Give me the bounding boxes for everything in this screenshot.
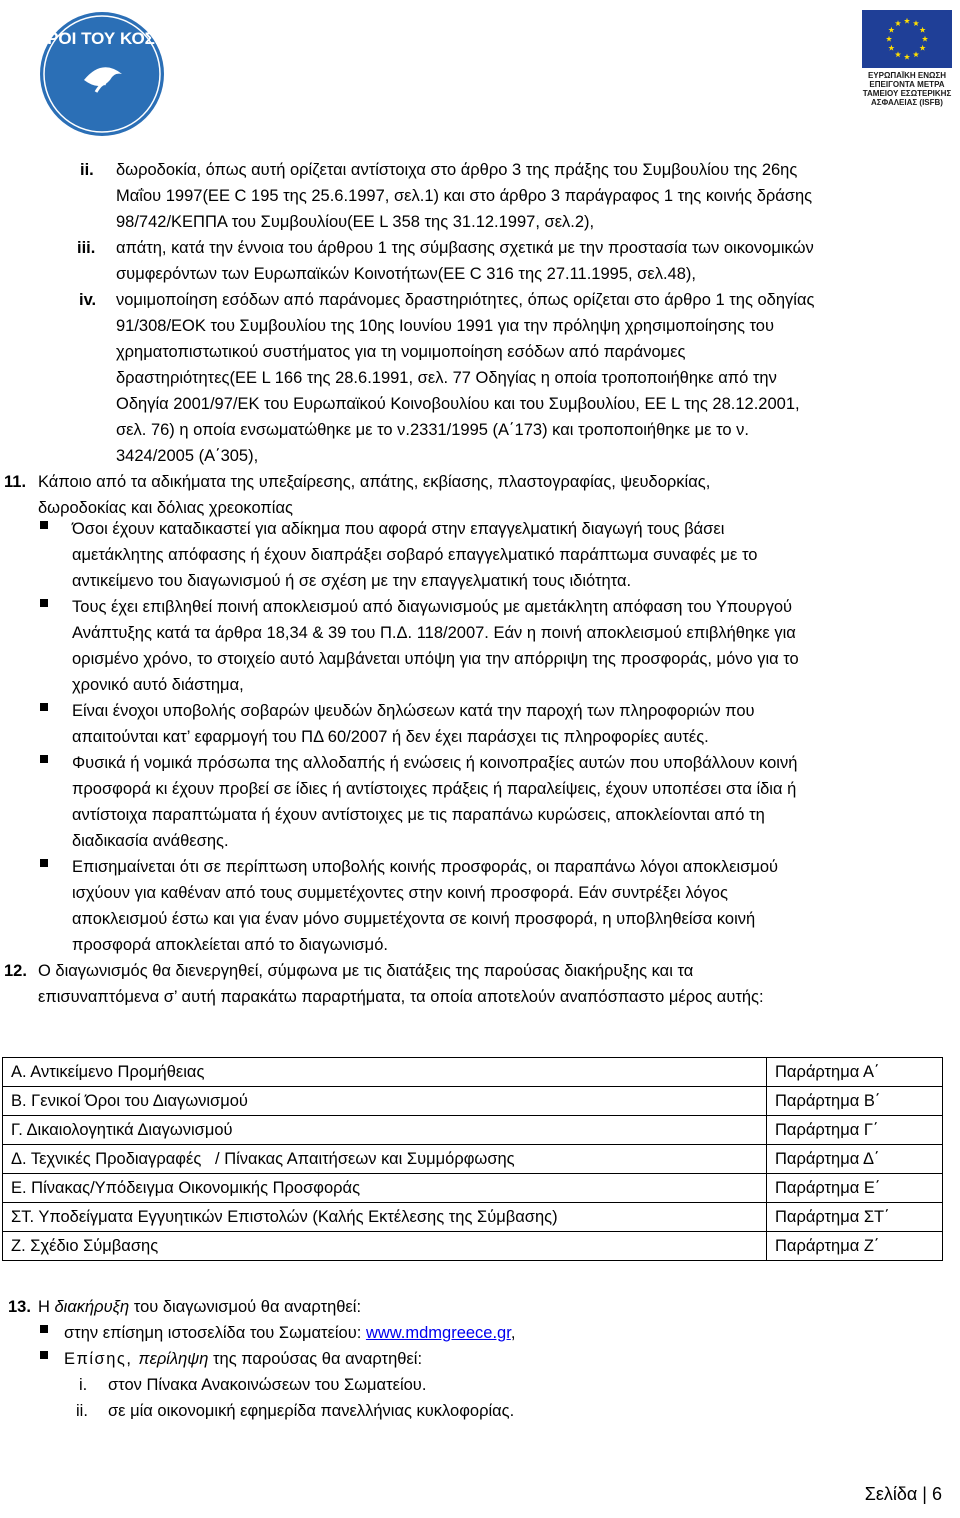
text-line: προσφορά κι έχουν προβεί σε ίδιες ή αντίστοιχες πράξεις ή παραλείψεις, έχουν υποπέσει στα ίδια ή	[72, 780, 797, 798]
text-line: ισχύουν για καθέναν από τους συμμετέχοντες στην κοινή προσφορά. Εάν συντρέξει λόγος	[72, 884, 728, 902]
annex-item-cell: Δ. Τεχνικές Προδιαγραφές / Πίνακας Απαιτήσεων και Συμμόρφωσης	[3, 1145, 767, 1174]
square-bullet-icon	[40, 521, 48, 529]
eu-star-icon	[913, 20, 919, 26]
website-link[interactable]: www.mdmgreece.gr	[365, 1324, 511, 1342]
text-line: Ο διαγωνισμός θα διενεργηθεί, σύμφωνα με τις διατάξεις της παρούσας διακήρυξης και τα	[38, 962, 694, 980]
table-row	[3, 1174, 943, 1203]
square-bullet-icon	[40, 859, 48, 867]
text-line: δωροδοκίας και δόλιας χρεοκοπίας	[38, 499, 293, 517]
annex-label-cell: Παράρτημα Γ΄	[767, 1116, 943, 1145]
annex-item-cell: Γ. Δικαιολογητικά Διαγωνισμού	[3, 1116, 767, 1145]
annex-item-cell: Ζ. Σχέδιο Σύμβασης	[3, 1232, 767, 1261]
text-line: δραστηριότητες(ΕΕ L 166 της 28.6.1991, σελ. 77 Οδηγίας η οποία τροποποιήθηκε από την	[116, 369, 777, 387]
eu-caption-line: ΕΠΕΙΓΟΝΤΑ ΜΕΤΡΑ	[869, 80, 945, 89]
text-line: αντίστοιχα παραπτώματα ή έχουν αντίστοιχες με τις παραπάνω κυρώσεις, αποκλείονται από τη	[72, 806, 765, 824]
intro-italic: διακήρυξη	[54, 1298, 130, 1316]
logo-text-top: ΓΙΑΤΡΟΙ ΤΟΥ ΚΟΣΜΟΥ	[10, 29, 194, 48]
text-line: Τους έχει επιβληθεί ποινή αποκλεισμού από διαγωνισμούς με αμετάκλητη απόφαση του Υπουργού	[72, 598, 793, 616]
sub-item-marker: i.	[79, 1376, 88, 1394]
eu-star-icon	[920, 27, 926, 33]
bullet-text: Επίσης,	[64, 1350, 139, 1368]
text-line: Είναι ένοχοι υποβολής σοβαρών ψευδών δηλώσεων κατά την παροχή των πληροφοριών που	[72, 702, 755, 720]
text-line: προσφορά αποκλείεται από το διαγωνισμό.	[72, 936, 388, 954]
text-line: Μαΐου 1997(ΕΕ C 195 της 25.6.1997, σελ.1) και στο άρθρο 3 παράγραφος 1 της κοινής δράσης	[116, 187, 813, 205]
eu-star-icon	[886, 36, 892, 42]
text-line: Όσοι έχουν καταδικαστεί για αδίκημα που αφορά στην επαγγελματική διαγωγή τους βάσει	[72, 520, 725, 538]
eu-star-icon	[922, 36, 928, 42]
eu-star-icon	[904, 54, 910, 60]
bullet-italic: περίληψη	[138, 1350, 209, 1368]
sub-item-text: σε μία οικονομική εφημερίδα πανελλήνιας κυκλοφορίας.	[108, 1402, 515, 1420]
text-line: Κάποιο από τα αδικήματα της υπεξαίρεσης, απάτης, εκβίασης, πλαστογραφίας, ψευδορκίας,	[38, 473, 711, 491]
section-13-intro	[38, 1294, 361, 1320]
text-line: 91/308/ΕΟΚ του Συμβουλίου της 10ης Ιουνίου 1991 για την πρόληψη χρησιμοποίησης του	[116, 317, 774, 335]
eu-logo-caption	[862, 71, 952, 107]
eu-star-icon	[920, 45, 926, 51]
table-row	[3, 1203, 943, 1232]
intro-text: του διαγωνισμού θα αναρτηθεί:	[129, 1298, 362, 1316]
text-line: Επισημαίνεται ότι σε περίπτωση υποβολής κοινής προσφοράς, οι παραπάνω λόγοι αποκλεισμού	[72, 858, 779, 876]
bullet-text: ,	[510, 1324, 516, 1342]
table-row	[3, 1145, 943, 1174]
section-number: 12.	[4, 962, 27, 980]
annex-item-cell: ΣΤ. Υποδείγματα Εγγυητικών Επιστολών (Καλής Εκτέλεσης της Σύμβασης)	[3, 1203, 767, 1232]
bullet-text: της παρούσας θα αναρτηθεί:	[208, 1350, 423, 1368]
eu-flag-icon	[862, 10, 952, 68]
text-line: αποκλεισμού έστω και για έναν μόνο συμμετέχοντα σε κοινή προσφορά, η υποβληθείσα κοινή	[72, 910, 756, 928]
text-line: επισυναπτόμενα σ’ αυτή παρακάτω παραρτήματα, τα οποία αποτελούν αναπόσπαστο μέρος αυτής:	[38, 988, 764, 1006]
square-bullet-icon	[40, 755, 48, 763]
annex-label-cell: Παράρτημα ΣΤ΄	[767, 1203, 943, 1232]
eu-star-icon	[895, 51, 901, 57]
text-line: χρονικό αυτό διάστημα,	[72, 676, 244, 694]
item-marker: iii.	[77, 239, 96, 257]
annex-label-cell: Παράρτημα Α΄	[767, 1058, 943, 1087]
table-row	[3, 1058, 943, 1087]
eu-caption-line: ΕΥΡΩΠΑΪΚΗ ΕΝΩΣΗ	[867, 71, 947, 80]
sub-item-marker: ii.	[76, 1402, 88, 1420]
eu-star-icon	[913, 51, 919, 57]
annex-label-cell: Παράρτημα Β΄	[767, 1087, 943, 1116]
text-line: ορισμένο χρόνο, το στοιχείο αυτό λαμβάνεται υπόψη για την απόρριψη της προσφοράς, μόνο για το	[72, 650, 799, 668]
text-line: διαδικασία ανάθεσης.	[72, 832, 229, 850]
text-line: Οδηγία 2001/97/ΕΚ του Ευρωπαϊκού Κοινοβουλίου και του Συμβουλίου, ΕΕ L της 28.12.2001,	[116, 395, 800, 413]
sub-item-text: στον Πίνακα Ανακοινώσεων του Σωματείου.	[108, 1376, 427, 1394]
item-marker: ii.	[80, 161, 94, 179]
doctors-of-the-world-logo	[10, 10, 194, 138]
page-number: Σελίδα | 6	[864, 1484, 942, 1504]
bullet-text: στην επίσημη ιστοσελίδα του Σωματείου:	[64, 1324, 366, 1342]
square-bullet-icon	[40, 599, 48, 607]
eu-star-icon	[895, 20, 901, 26]
text-line: αντικείμενο του διαγωνισμού ή σε σχέση με την επαγγελματική τους ιδιότητα.	[72, 572, 632, 590]
annex-item-cell: Β. Γενικοί Όροι του Διαγωνισμού	[3, 1087, 767, 1116]
annex-label-cell: Παράρτημα Ε΄	[767, 1174, 943, 1203]
intro-text: Η	[38, 1298, 55, 1316]
text-line: σελ. 76) η οποία ενσωματώθηκε με το ν.2331/1995 (Α΄173) και τροποποιήθηκε με το ν.	[116, 421, 749, 439]
eu-caption-line: ΤΑΜΕΙΟΥ ΕΣΩΤΕΡΙΚΗΣ	[862, 89, 952, 98]
website-bullet	[64, 1320, 515, 1346]
text-line: Ανάπτυξης κατά τα άρθρα 18,34 & 39 του Π.Δ. 118/2007. Εάν η ποινή αποκλεισμού επιβλήθηκε για	[72, 624, 796, 642]
square-bullet-icon	[40, 1351, 48, 1359]
text-line: Φυσικά ή νομικά πρόσωπα της αλλοδαπής ή ενώσεις ή κοινοπραξίες αυτών που υποβάλλουν κοινή	[72, 754, 798, 772]
table-row	[3, 1232, 943, 1261]
text-line: απαιτούνται κατ’ εφαρμογή του ΠΔ 60/2007 ή δεν έχει παράσχει τις πληροφορίες αυτές.	[72, 728, 709, 746]
eu-star-icon	[888, 27, 894, 33]
square-bullet-icon	[40, 1325, 48, 1333]
text-line: νομιμοποίηση εσόδων από παράνομες δραστηριότητες, όπως ορίζεται στο άρθρο 1 της οδηγίας	[116, 291, 815, 309]
eu-caption-line: ΑΣΦΑΛΕΙΑΣ (ISFB)	[871, 98, 943, 107]
annex-label-cell: Παράρτημα Ζ΄	[767, 1232, 943, 1261]
annex-table	[2, 1057, 943, 1261]
section-number: 13.	[8, 1298, 31, 1316]
text-line: 98/742/ΚΕΠΠΑ του Συμβουλίου(ΕΕ L 358 της 31.12.1997, σελ.2),	[116, 213, 595, 231]
text-line: απάτη, κατά την έννοια του άρθρου 1 της σύμβασης σχετικά με την προστασία των οικονομικών	[116, 239, 814, 257]
text-line: δωροδοκία, όπως αυτή ορίζεται αντίστοιχα στο άρθρο 3 της πράξης του Συμβουλίου της 26ης	[116, 161, 798, 179]
annex-label-cell: Παράρτημα Δ΄	[767, 1145, 943, 1174]
text-line: συμφερόντων των Ευρωπαϊκών Κοινοτήτων(ΕΕ C 316 της 27.11.1995, σελ.48),	[116, 265, 696, 283]
table-row	[3, 1116, 943, 1145]
eu-star-icon	[904, 18, 910, 24]
section-number: 11.	[4, 473, 27, 491]
text-line: 3424/2005 (Α΄305),	[116, 447, 259, 465]
table-row	[3, 1087, 943, 1116]
eu-isf-logo	[862, 10, 952, 120]
text-line: χρηματοπιστωτικού συστήματος για τη νομιμοποίηση εσόδων από παράνομες	[116, 343, 686, 361]
square-bullet-icon	[40, 703, 48, 711]
eu-star-icon	[888, 45, 894, 51]
annex-item-cell: Α. Αντικείμενο Προμήθειας	[3, 1058, 767, 1087]
item-marker: iv.	[79, 291, 97, 309]
summary-bullet	[64, 1346, 422, 1372]
annex-item-cell: Ε. Πίνακας/Υπόδειγμα Οικονομικής Προσφοράς	[3, 1174, 767, 1203]
text-line: αμετάκλητης απόφασης ή έχουν διαπράξει σοβαρό επαγγελματικό παράπτωμα συναφές με το	[72, 546, 758, 564]
